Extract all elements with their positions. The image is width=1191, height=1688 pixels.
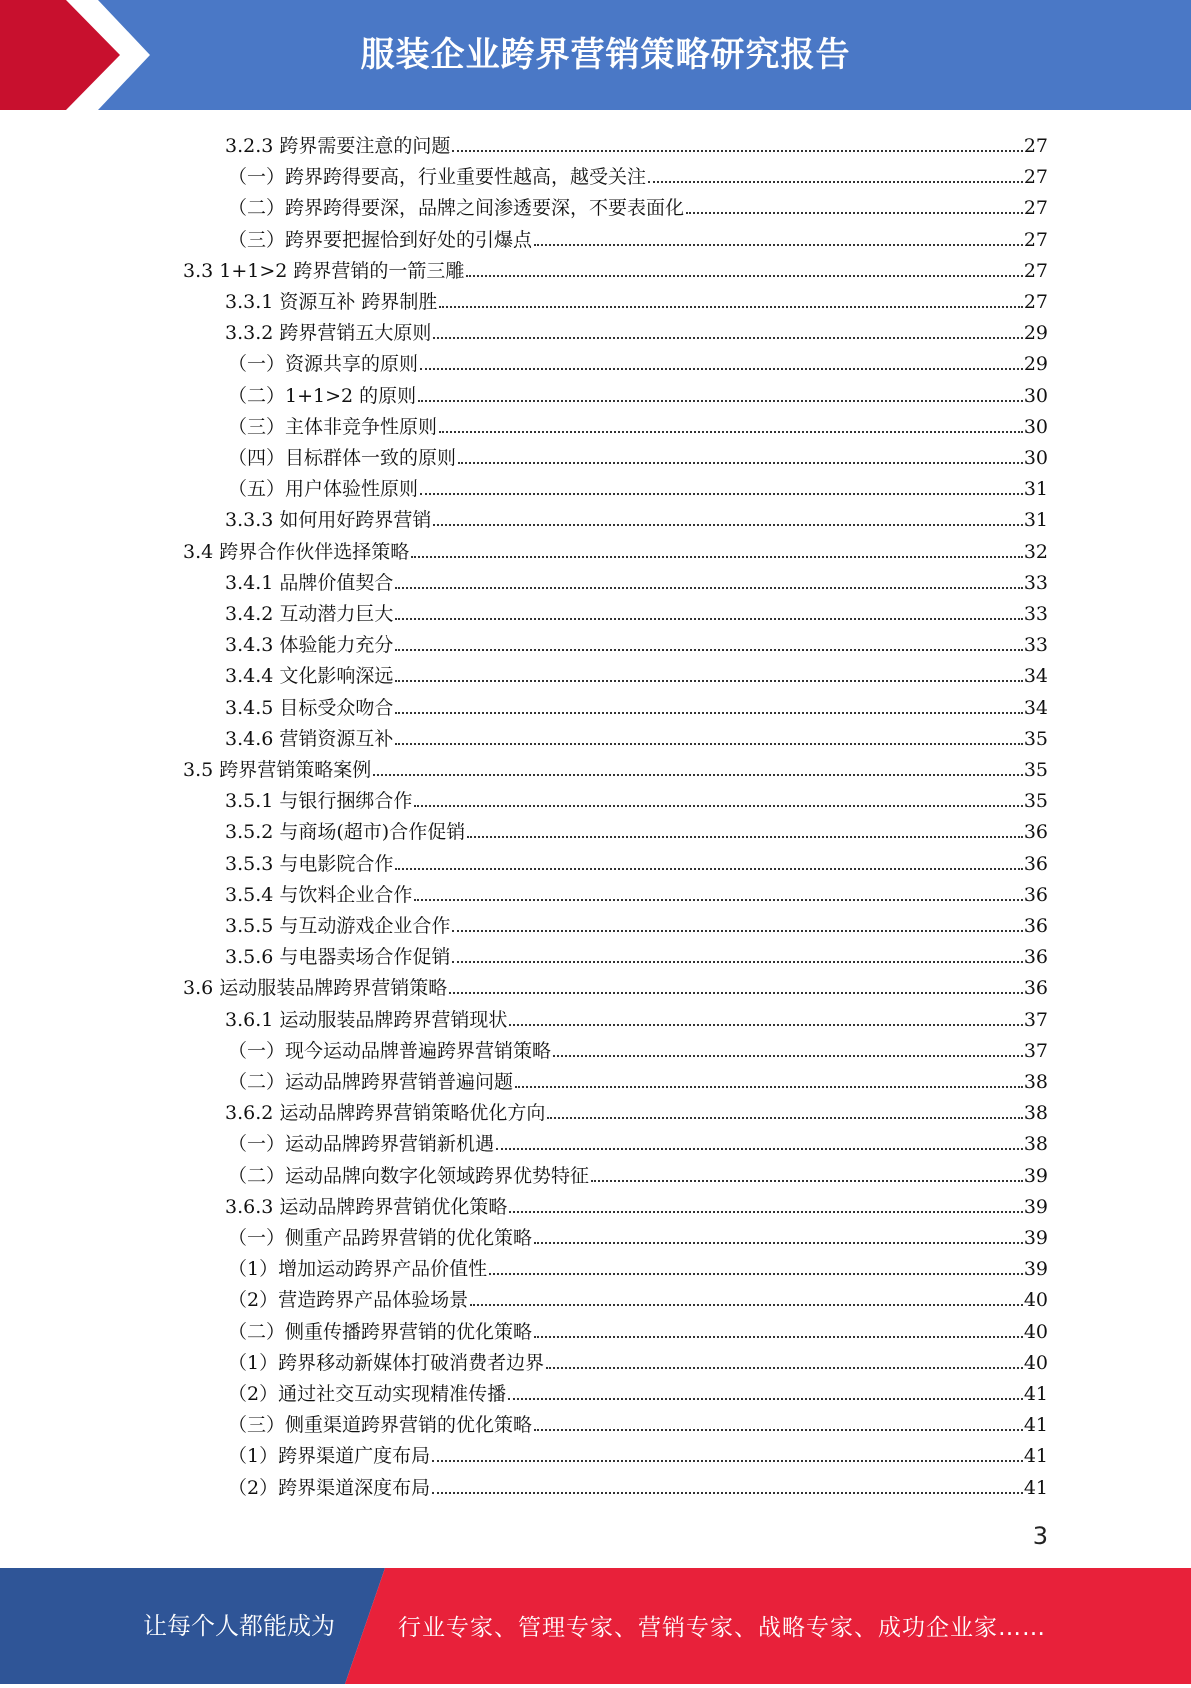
toc-dot-leader — [534, 243, 1023, 246]
toc-entry-label: 3.3 1+1>2 跨界营销的一箭三雕 — [183, 260, 465, 282]
toc-entry-page: 34 — [1023, 665, 1048, 687]
toc-dot-leader — [534, 1241, 1023, 1244]
toc-entry[interactable] — [183, 252, 1048, 283]
toc-dot-leader — [452, 929, 1022, 932]
toc-dot-leader — [458, 461, 1023, 464]
toc-entry-label: 3.4.4 文化影响深远 — [225, 665, 394, 687]
toc-entry-label: 3.4.6 营销资源互补 — [225, 728, 394, 750]
toc-entry-page: 31 — [1023, 509, 1048, 531]
toc-entry-label: 3.5.5 与互动游戏企业合作 — [225, 915, 451, 937]
toc-entry-label: （一）侧重产品跨界营销的优化策略 — [228, 1227, 533, 1249]
toc-entry[interactable] — [225, 626, 1048, 657]
toc-entry[interactable] — [225, 689, 1048, 720]
toc-entry-label: 3.5.3 与电影院合作 — [225, 853, 394, 875]
toc-entry[interactable] — [225, 720, 1048, 751]
toc-entry[interactable] — [228, 408, 1048, 439]
toc-dot-leader — [449, 991, 1023, 994]
toc-entry-page: 38 — [1023, 1133, 1048, 1155]
toc-entry[interactable] — [225, 845, 1048, 876]
toc-entry-page: 39 — [1023, 1196, 1048, 1218]
toc-entry-page: 27 — [1023, 135, 1048, 157]
toc-dot-leader — [467, 835, 1023, 838]
toc-entry-label: （一）跨界跨得要高，行业重要性越高，越受关注 — [228, 166, 647, 188]
toc-entry-label: 3.5.1 与银行捆绑合作 — [225, 790, 413, 812]
toc-dot-leader — [534, 1428, 1023, 1431]
toc-entry-page: 40 — [1023, 1321, 1048, 1343]
page-number: 3 — [1032, 1522, 1048, 1550]
toc-entry[interactable] — [225, 657, 1048, 688]
toc-entry-page: 33 — [1023, 634, 1048, 656]
toc-entry-label: 3.6 运动服装品牌跨界营销策略 — [183, 977, 448, 999]
toc-entry[interactable] — [228, 1219, 1048, 1250]
toc-dot-leader — [452, 149, 1022, 152]
toc-entry[interactable] — [228, 1157, 1048, 1188]
toc-entry[interactable] — [228, 189, 1048, 220]
toc-entry[interactable] — [225, 564, 1048, 595]
toc-entry[interactable] — [225, 127, 1048, 158]
toc-entry-label: （二）运动品牌向数字化领域跨界优势特征 — [228, 1165, 590, 1187]
toc-entry[interactable] — [228, 1063, 1048, 1094]
toc-entry-page: 37 — [1023, 1009, 1048, 1031]
toc-dot-leader — [433, 336, 1022, 339]
toc-entry-page: 27 — [1023, 291, 1048, 313]
toc-dot-leader — [373, 773, 1023, 776]
toc-entry-page: 32 — [1023, 541, 1048, 563]
toc-dot-leader — [509, 1023, 1022, 1026]
toc-entry-label: 3.2.3 跨界需要注意的问题 — [225, 135, 451, 157]
toc-entry[interactable] — [228, 1344, 1048, 1375]
toc-entry[interactable] — [225, 907, 1048, 938]
toc-entry[interactable] — [183, 751, 1048, 782]
toc-entry[interactable] — [225, 813, 1048, 844]
toc-entry-label: （1）跨界移动新媒体打破消费者边界 — [228, 1352, 545, 1374]
toc-entry[interactable] — [225, 782, 1048, 813]
toc-dot-leader — [433, 523, 1022, 526]
toc-dot-leader — [395, 711, 1022, 714]
footer-slogan-right: 行业专家、管理专家、营销专家、战略专家、成功企业家…… — [398, 1615, 1046, 1641]
toc-dot-leader — [686, 211, 1023, 214]
toc-entry-page: 35 — [1023, 790, 1048, 812]
toc-entry-page: 36 — [1023, 977, 1048, 999]
toc-entry-page: 27 — [1023, 229, 1048, 251]
toc-entry-label: 3.5 跨界营销策略案例 — [183, 759, 372, 781]
toc-dot-leader — [489, 1272, 1023, 1275]
toc-entry-label: （四）目标群体一致的原则 — [228, 447, 457, 469]
toc-dot-leader — [553, 1054, 1023, 1057]
toc-dot-leader — [534, 1335, 1023, 1338]
toc-entry[interactable] — [228, 1250, 1048, 1281]
toc-entry-page: 34 — [1023, 697, 1048, 719]
toc-dot-leader — [466, 274, 1022, 277]
toc-dot-leader — [470, 1303, 1023, 1306]
toc-entry-label: （1）增加运动跨界产品价值性 — [228, 1258, 488, 1280]
toc-entry-label: 3.6.3 运动品牌跨界营销优化策略 — [225, 1196, 508, 1218]
toc-dot-leader — [547, 1116, 1022, 1119]
toc-dot-leader — [648, 180, 1023, 183]
toc-dot-leader — [395, 617, 1022, 620]
toc-entry[interactable] — [225, 1094, 1048, 1125]
toc-entry-page: 38 — [1023, 1102, 1048, 1124]
toc-entry-page: 41 — [1023, 1383, 1048, 1405]
toc-entry-page: 30 — [1023, 416, 1048, 438]
toc-entry-page: 27 — [1023, 166, 1048, 188]
toc-entry-page: 41 — [1023, 1445, 1048, 1467]
toc-entry-label: （三）侧重渠道跨界营销的优化策略 — [228, 1414, 533, 1436]
header-banner — [0, 0, 1191, 110]
toc-entry[interactable] — [228, 158, 1048, 189]
toc-entry-label: （2）通过社交互动实现精准传播 — [228, 1383, 507, 1405]
toc-entry-label: 3.5.6 与电器卖场合作促销 — [225, 946, 451, 968]
toc-dot-leader — [395, 648, 1022, 651]
toc-entry-label: （2）跨界渠道深度布局 — [228, 1477, 431, 1499]
toc-entry-label: （1）跨界渠道广度布局 — [228, 1445, 431, 1467]
toc-dot-leader — [439, 305, 1022, 308]
toc-dot-leader — [508, 1397, 1023, 1400]
toc-entry-page: 36 — [1023, 821, 1048, 843]
toc-entry-label: （三）主体非竞争性原则 — [228, 416, 438, 438]
toc-dot-leader — [432, 1459, 1023, 1462]
toc-entry[interactable] — [228, 439, 1048, 470]
toc-dot-leader — [395, 742, 1022, 745]
toc-entry-page: 33 — [1023, 572, 1048, 594]
toc-dot-leader — [395, 867, 1022, 870]
toc-entry-page: 30 — [1023, 447, 1048, 469]
toc-entry-page: 31 — [1023, 478, 1048, 500]
toc-entry[interactable] — [228, 1469, 1048, 1500]
toc-dot-leader — [420, 492, 1023, 495]
toc-entry[interactable] — [228, 1032, 1048, 1063]
toc-entry-page: 29 — [1023, 322, 1048, 344]
toc-entry[interactable] — [225, 595, 1048, 626]
toc-entry-label: 3.3.1 资源互补 跨界制胜 — [225, 291, 438, 313]
toc-entry-label: 3.4 跨界合作伙伴选择策略 — [183, 541, 410, 563]
toc-entry-page: 35 — [1023, 728, 1048, 750]
toc-entry[interactable] — [225, 1188, 1048, 1219]
toc-entry-page: 37 — [1023, 1040, 1048, 1062]
toc-entry-label: 3.4.2 互动潜力巨大 — [225, 603, 394, 625]
toc-entry-label: 3.3.2 跨界营销五大原则 — [225, 322, 432, 344]
toc-entry-page: 36 — [1023, 853, 1048, 875]
toc-entry-label: 3.4.1 品牌价值契合 — [225, 572, 394, 594]
toc-entry-page: 27 — [1023, 260, 1048, 282]
toc-entry[interactable] — [225, 1001, 1048, 1032]
toc-entry-page: 27 — [1023, 197, 1048, 219]
toc-entry[interactable] — [225, 876, 1048, 907]
toc-dot-leader — [452, 960, 1022, 963]
toc-entry-label: （一）现今运动品牌普遍跨界营销策略 — [228, 1040, 552, 1062]
toc-entry-page: 29 — [1023, 353, 1048, 375]
toc-dot-leader — [509, 1210, 1022, 1213]
toc-entry-label: （三）跨界要把握恰到好处的引爆点 — [228, 229, 533, 251]
toc-entry-page: 36 — [1023, 884, 1048, 906]
toc-dot-leader — [432, 1491, 1023, 1494]
toc-entry-label: （一）运动品牌跨界营销新机遇 — [228, 1133, 495, 1155]
toc-entry-page: 40 — [1023, 1289, 1048, 1311]
footer-banner — [0, 1568, 1191, 1684]
toc-entry-page: 39 — [1023, 1258, 1048, 1280]
toc-entry-label: 3.5.4 与饮料企业合作 — [225, 884, 413, 906]
toc-entry-page: 35 — [1023, 759, 1048, 781]
toc-entry-label: （二）运动品牌跨界营销普遍问题 — [228, 1071, 514, 1093]
toc-entry-page: 40 — [1023, 1352, 1048, 1374]
toc-entry[interactable] — [225, 501, 1048, 532]
toc-dot-leader — [420, 367, 1023, 370]
toc-entry[interactable] — [183, 533, 1048, 564]
toc-entry-label: 3.6.2 运动品牌跨界营销策略优化方向 — [225, 1102, 546, 1124]
toc-entry[interactable] — [228, 1437, 1048, 1468]
toc-entry[interactable] — [228, 1125, 1048, 1156]
toc-entry[interactable] — [228, 1406, 1048, 1437]
toc-dot-leader — [418, 399, 1023, 402]
toc-entry[interactable] — [228, 221, 1048, 252]
toc-dot-leader — [414, 898, 1022, 901]
toc-entry-page: 39 — [1023, 1227, 1048, 1249]
toc-entry-label: （二）侧重传播跨界营销的优化策略 — [228, 1321, 533, 1343]
toc-dot-leader — [411, 555, 1023, 558]
toc-entry[interactable] — [225, 938, 1048, 969]
toc-entry[interactable] — [225, 283, 1048, 314]
footer-slogan-left: 让每个人都能成为 — [143, 1612, 335, 1640]
toc-dot-leader — [546, 1366, 1023, 1369]
toc-entry-label: （2）营造跨界产品体验场景 — [228, 1289, 469, 1311]
toc-entry-page: 39 — [1023, 1165, 1048, 1187]
toc-entry[interactable] — [228, 1313, 1048, 1344]
toc-dot-leader — [591, 1179, 1023, 1182]
toc-entry[interactable] — [228, 1375, 1048, 1406]
toc-entry-label: （一）资源共享的原则 — [228, 353, 419, 375]
toc-entry-page: 38 — [1023, 1071, 1048, 1093]
toc-entry-page: 41 — [1023, 1414, 1048, 1436]
toc-entry-label: （二）跨界跨得要深，品牌之间渗透要深，不要表面化 — [228, 197, 685, 219]
toc-entry-page: 30 — [1023, 385, 1048, 407]
toc-entry-page: 36 — [1023, 946, 1048, 968]
toc-entry[interactable] — [228, 1281, 1048, 1312]
toc-entry-label: 3.3.3 如何用好跨界营销 — [225, 509, 432, 531]
toc-entry-page: 36 — [1023, 915, 1048, 937]
toc-entry-label: 3.4.3 体验能力充分 — [225, 634, 394, 656]
toc-entry[interactable] — [225, 314, 1048, 345]
toc-entry[interactable] — [228, 470, 1048, 501]
toc-entry[interactable] — [183, 969, 1048, 1000]
toc-dot-leader — [395, 586, 1022, 589]
toc-entry-label: 3.4.5 目标受众吻合 — [225, 697, 394, 719]
toc-entry[interactable] — [228, 345, 1048, 376]
toc-entry-label: （五）用户体验性原则 — [228, 478, 419, 500]
toc-entry[interactable] — [228, 377, 1048, 408]
toc-dot-leader — [395, 679, 1022, 682]
toc-entry-page: 41 — [1023, 1477, 1048, 1499]
toc-dot-leader — [515, 1085, 1023, 1088]
toc-dot-leader — [414, 804, 1022, 807]
toc-entry-page: 33 — [1023, 603, 1048, 625]
toc-entry-label: 3.5.2 与商场(超市)合作促销 — [225, 821, 466, 843]
toc-dot-leader — [439, 430, 1023, 433]
toc-dot-leader — [496, 1147, 1023, 1150]
toc-entry-label: （二）1+1>2 的原则 — [228, 385, 417, 407]
toc-entry-label: 3.6.1 运动服装品牌跨界营销现状 — [225, 1009, 508, 1031]
document-title: 服装企业跨界营销策略研究报告 — [360, 35, 851, 75]
